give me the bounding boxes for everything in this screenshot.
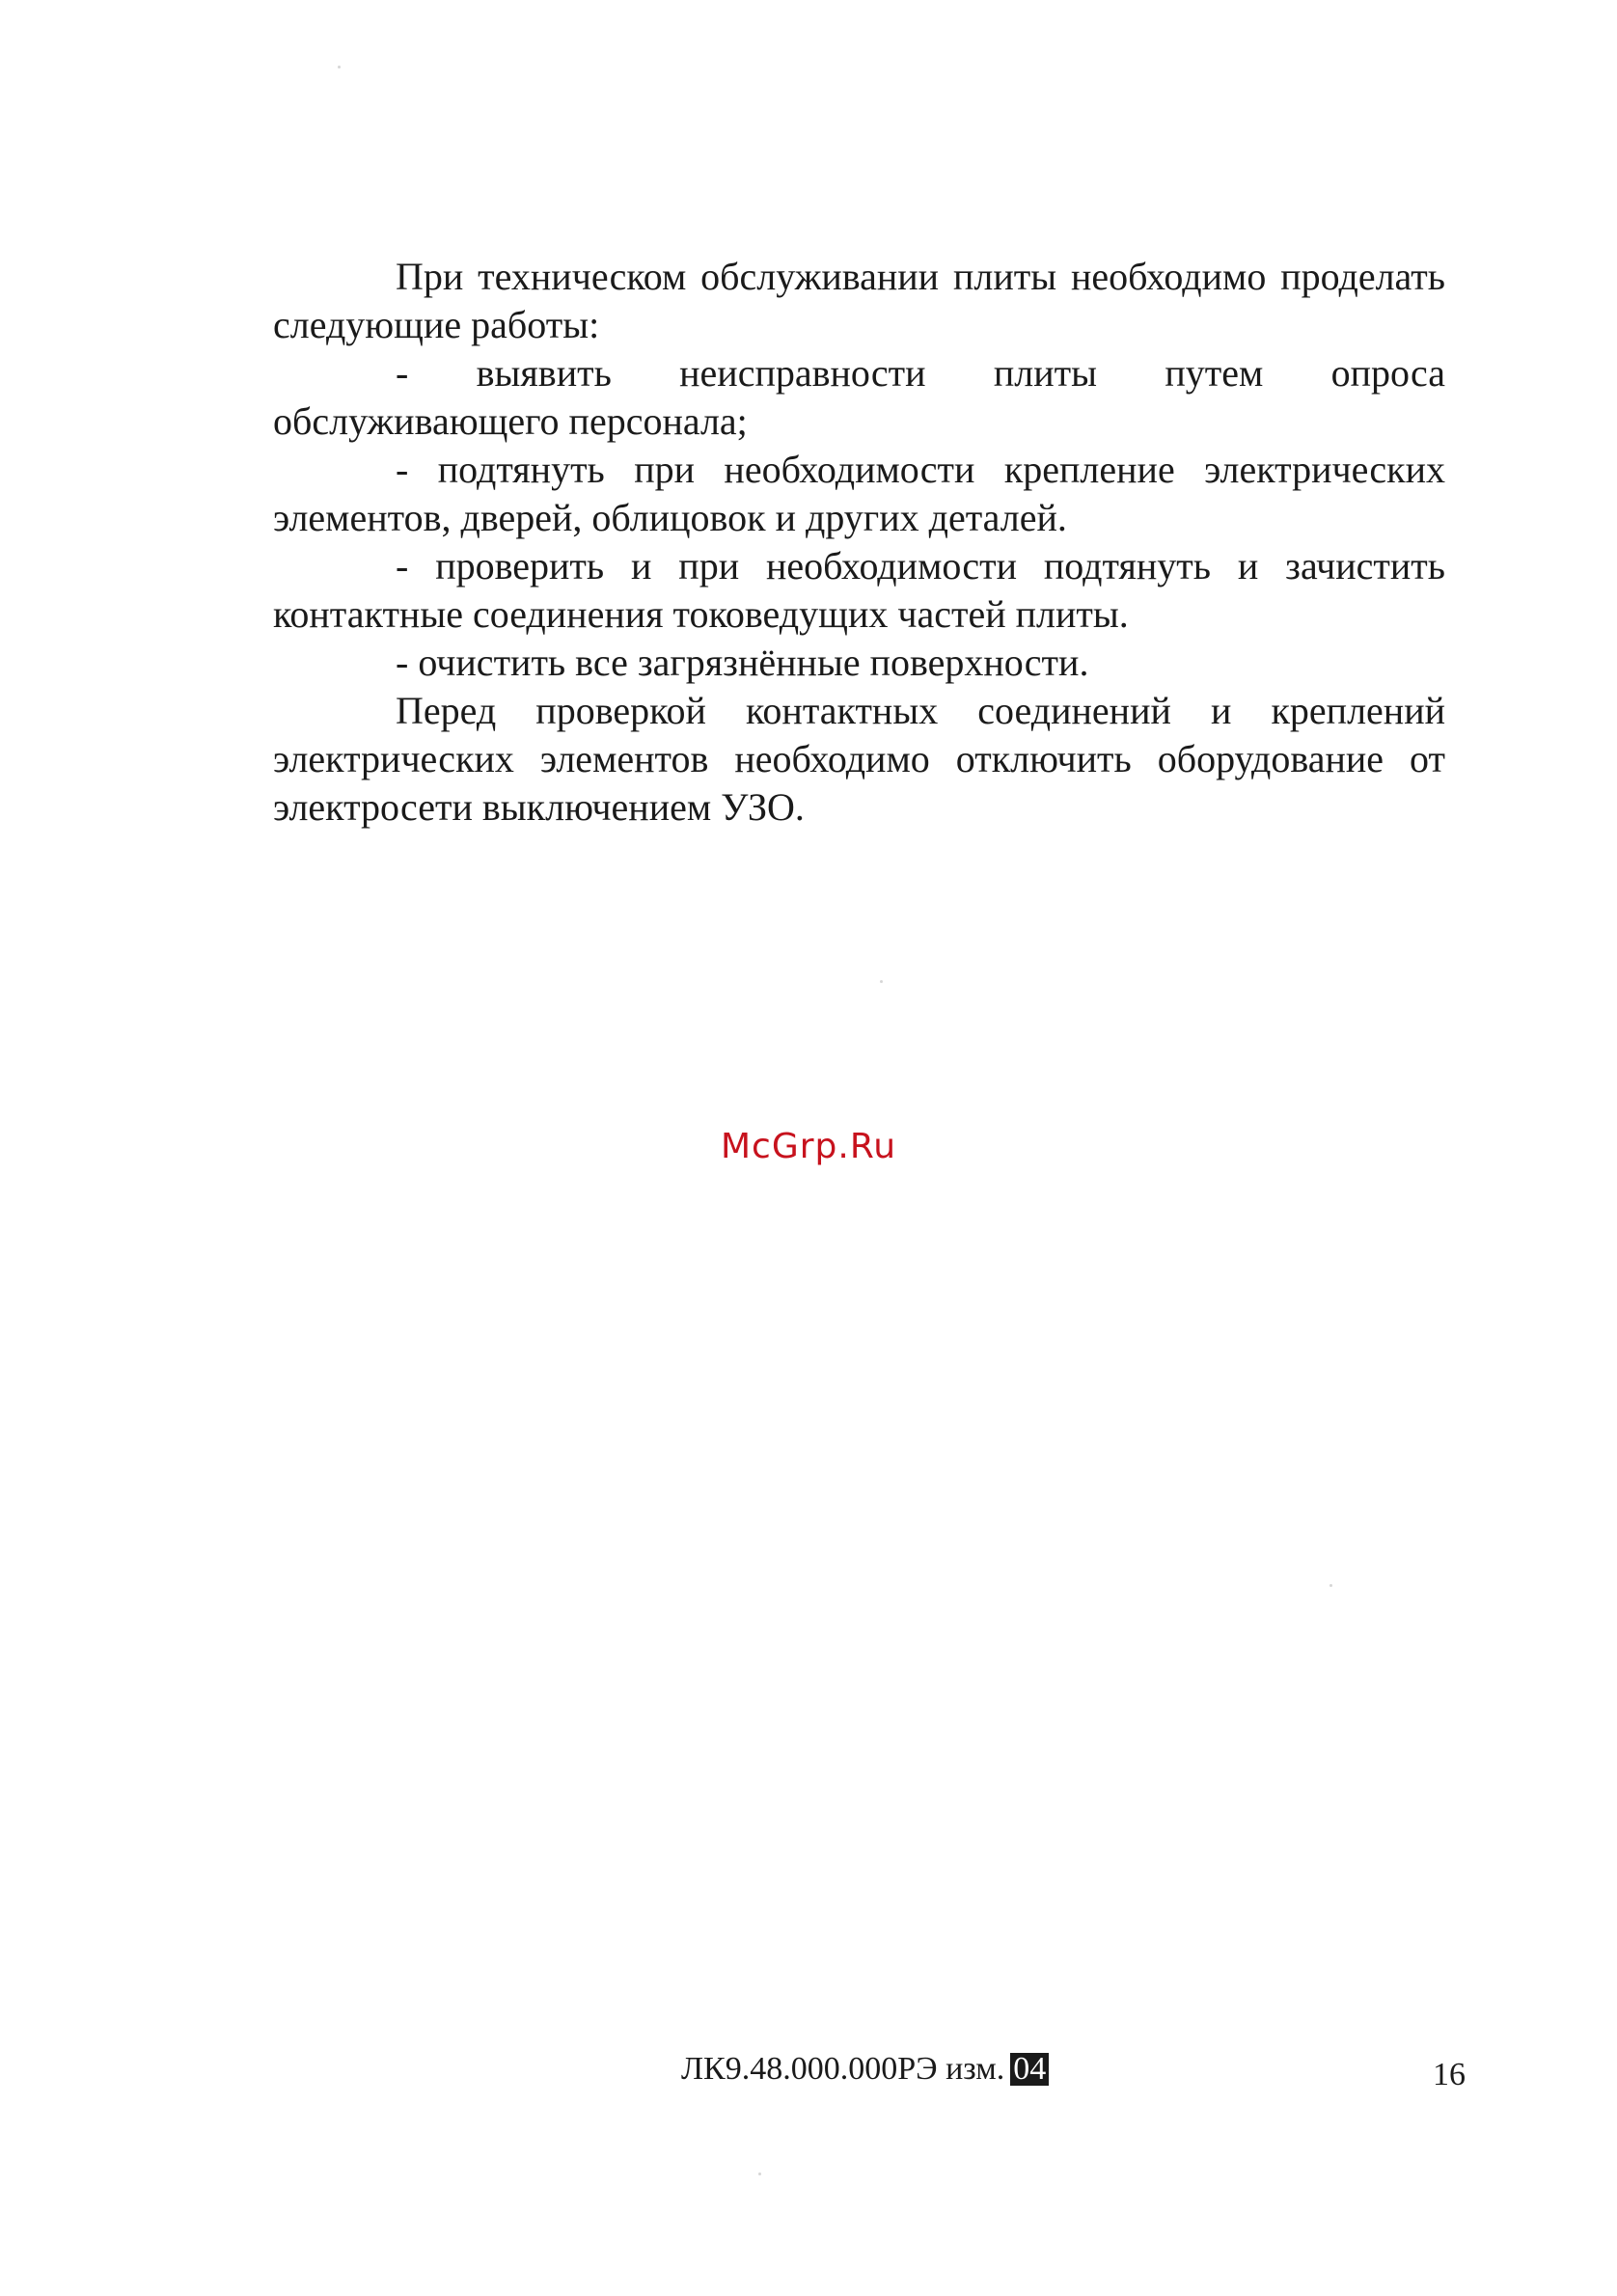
page-number: 16 [1433,2057,1466,2092]
note-paragraph: Перед проверкой контактных соединений и креплений электрических элементов необходимо отключить оборудование от электросети выключением УЗО. [273,689,1445,829]
scan-speck [758,2173,761,2175]
document-code [681,2050,1049,2089]
list-item: - подтянуть при необходимости крепление электрических элементов, дверей, облицовок и других деталей. [273,448,1445,539]
body-text [273,253,1445,832]
list-item: - выявить неисправности плиты путем опроса обслуживающего персонала; [273,351,1445,443]
document-code-text: ЛК9.48.000.000РЭ изм. [681,2051,1005,2087]
scan-speck [1329,1584,1332,1587]
intro-paragraph: При техническом обслуживании плиты необходимо проделать следующие работы: [273,255,1445,346]
list-item: - очистить все загрязнённые поверхности. [396,641,1089,684]
list-item: - проверить и при необходимости подтянуть и зачистить контактные соединения токоведущих частей плиты. [273,544,1445,636]
scan-speck [338,66,341,68]
revision-number: 04 [1010,2053,1049,2086]
scan-speck [880,980,883,983]
watermark: McGrp.Ru [720,1127,897,1166]
